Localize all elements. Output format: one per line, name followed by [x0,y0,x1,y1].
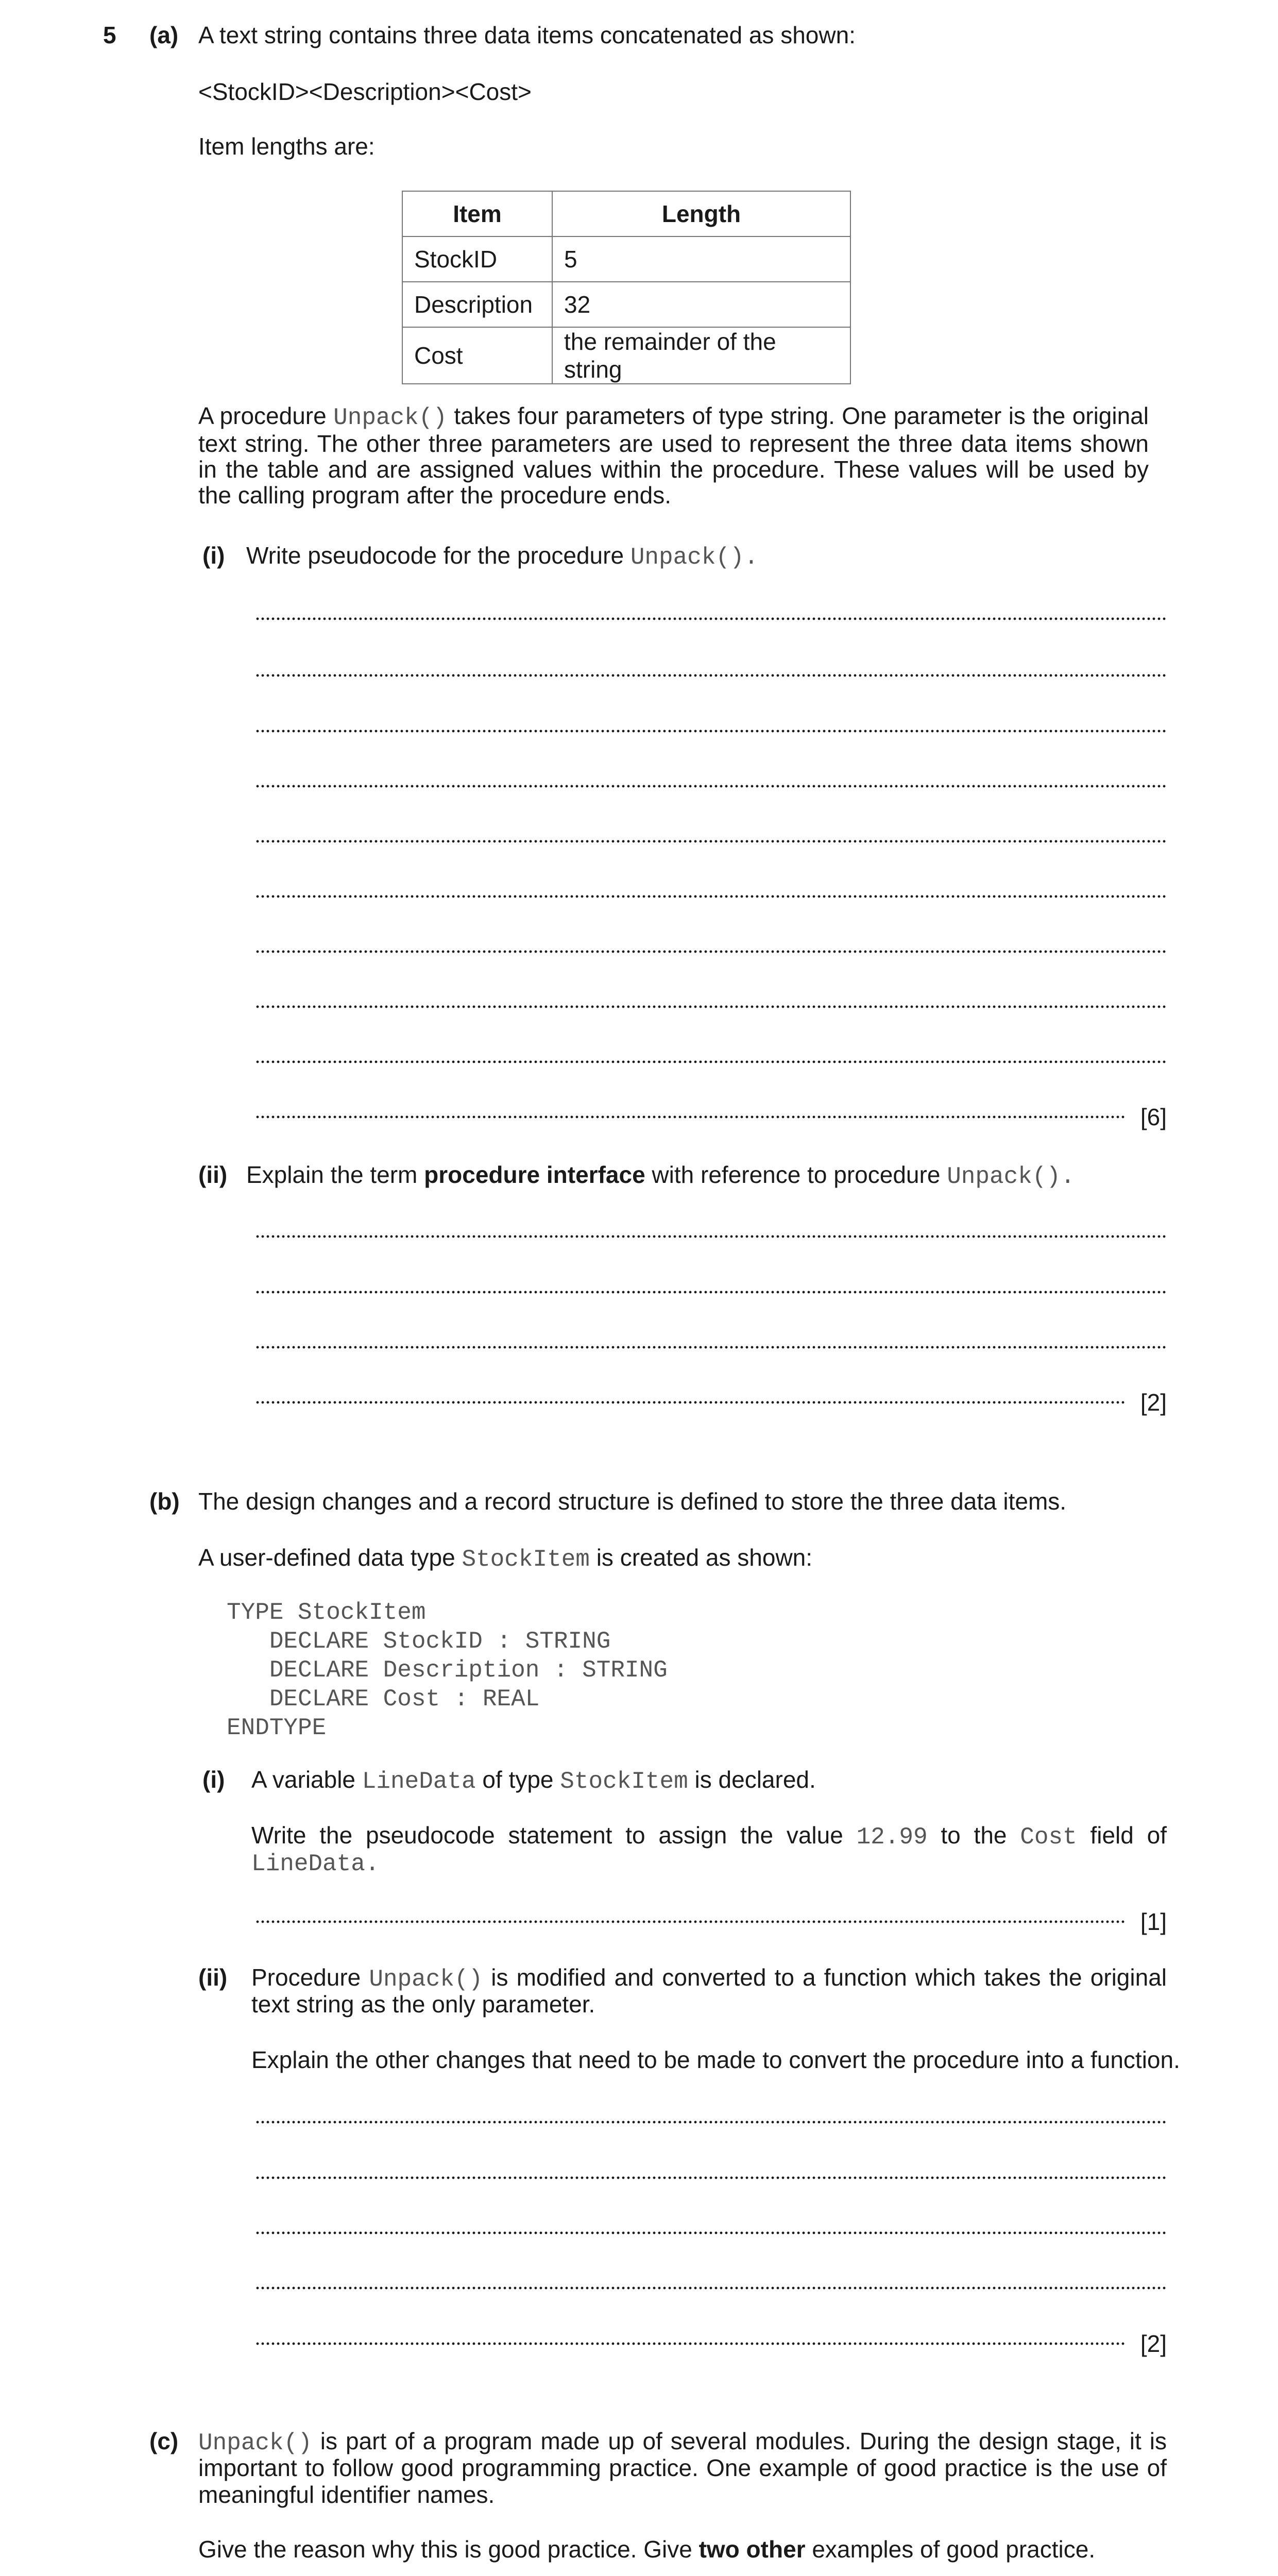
answer-line[interactable] [255,1920,1126,1924]
table-row [402,282,850,327]
text-span: A procedure [198,402,334,429]
answer-line[interactable] [255,1005,1167,1009]
answer-line[interactable] [255,1290,1167,1294]
answer-line[interactable] [255,784,1167,788]
code-span: Unpack() [369,1966,483,1993]
answer-line[interactable] [255,2342,1126,2346]
code-span: Cost [1020,1824,1077,1851]
bold-span: two other [698,2536,806,2563]
part-a-i-question [246,541,758,572]
part-b-i-label: (i) [202,1766,225,1793]
part-a-i-label: (i) [202,542,225,569]
procedure-description [198,403,1149,508]
text-span: is modified and converted to a function which takes the original [483,1964,1167,1991]
question-number: 5 [103,22,116,48]
item-lengths-table [402,191,851,384]
code-span: Unpack() [333,404,447,431]
marks-b-i: [1] [1140,1908,1167,1935]
answer-line[interactable] [255,894,1167,899]
table-cell: Description [402,282,552,327]
answer-line[interactable] [255,2231,1167,2235]
answer-line[interactable] [255,839,1167,843]
text-span: takes four parameters of type string. One parameter is the original text string. The other three parameters are used to represent the three data items shown in the table and are assigned values within the procedure. These values will be used by the calling program after the procedure ends. [198,402,1149,509]
text-span: Explain the term [246,1161,424,1188]
table-cell: StockID [402,236,552,282]
text-span: A variable [251,1766,362,1793]
code-line: DECLARE StockID : STRING [227,1628,611,1655]
part-b-ii-line1 [251,1963,1167,1994]
text-span: is part of a program made up of several modules. During the design stage, it is [312,2428,1167,2454]
code-span: LineData [362,1768,476,1795]
bold-span: procedure interface [424,1161,645,1188]
marks-a-i: [6] [1140,1104,1167,1130]
answer-line[interactable] [255,950,1167,954]
marks-a-ii: [2] [1140,1389,1167,1416]
part-b-ii-label: (ii) [198,1964,228,1991]
code-span: StockItem [462,1546,590,1573]
part-b-intro: The design changes and a record structure is defined to store the three data items. [198,1488,1067,1515]
code-span: Unpack(). [630,544,759,571]
text-span: examples of good practice. [805,2536,1096,2563]
code-span: 12.99 [856,1824,928,1851]
text-span: with reference to procedure [645,1161,947,1188]
table-cell: Cost [402,327,552,384]
table-row [402,236,850,282]
answer-line[interactable] [255,1400,1126,1404]
table-cell: the remainder of the string [552,327,850,384]
code-line: DECLARE Cost : REAL [227,1686,540,1713]
code-span: Unpack(). [947,1163,1075,1190]
text-span: of type [475,1766,560,1793]
code-span: Unpack() [198,2430,312,2456]
marks-b-ii: [2] [1140,2330,1167,2357]
data-format: <StockID><Description><Cost> [198,78,532,105]
text-span: . [365,1851,380,1877]
part-b-i-question-line1 [251,1821,1167,1852]
table-row [402,327,850,384]
code-line: TYPE StockItem [227,1599,426,1626]
text-span: Give the reason why this is good practice. Give [198,2536,699,2563]
answer-line[interactable] [255,1234,1167,1239]
code-span: StockItem [560,1768,688,1795]
part-b-type-intro [198,1543,812,1574]
text-span: to the [927,1822,1020,1849]
text-span: Write the pseudocode statement to assign the value [251,1822,857,1849]
text-span: is created as shown: [589,1544,813,1571]
part-b-i-statement [251,1765,816,1796]
table-cell: 32 [552,282,850,327]
part-c-question [198,2535,1095,2564]
table-header: Length [552,191,850,236]
answer-line[interactable] [255,673,1167,677]
answer-line[interactable] [255,1345,1167,1349]
answer-line[interactable] [255,617,1167,621]
part-b-ii-explain: Explain the other changes that need to be made to convert the procedure into a function. [251,2046,1180,2073]
code-span: LineData [251,1851,365,1877]
part-c-line1 [198,2427,1167,2458]
text-span: Write pseudocode for the procedure [246,542,631,569]
text-span: field of [1077,1822,1167,1849]
answer-line[interactable] [255,1115,1126,1119]
answer-line[interactable] [255,2176,1167,2180]
code-line: DECLARE Description : STRING [227,1657,668,1684]
part-c-line2: important to follow good programming practice. One example of good practice is the use of [198,2454,1167,2481]
part-a-ii-label: (ii) [198,1161,228,1188]
part-b-label: (b) [149,1488,180,1515]
part-a-intro: A text string contains three data items concatenated as shown: [198,22,856,48]
text-span: A user-defined data type [198,1544,462,1571]
part-c-line3: meaningful identifier names. [198,2481,495,2508]
lengths-intro: Item lengths are: [198,133,375,160]
answer-line[interactable] [255,1060,1167,1064]
answer-line[interactable] [255,729,1167,733]
part-a-label: (a) [149,22,179,48]
table-header-row [402,191,850,236]
code-line: ENDTYPE [227,1715,327,1741]
part-c-label: (c) [149,2428,179,2454]
table-header: Item [402,191,552,236]
table-cell: 5 [552,236,850,282]
type-definition-code [227,1598,668,1742]
part-a-ii-question [246,1160,1075,1191]
answer-line[interactable] [255,2286,1167,2290]
text-span: Procedure [251,1964,369,1991]
part-b-i-question-line2 [251,1848,379,1878]
text-span: is declared. [688,1766,816,1793]
answer-line[interactable] [255,2120,1167,2124]
part-b-ii-line2: text string as the only parameter. [251,1991,595,2018]
